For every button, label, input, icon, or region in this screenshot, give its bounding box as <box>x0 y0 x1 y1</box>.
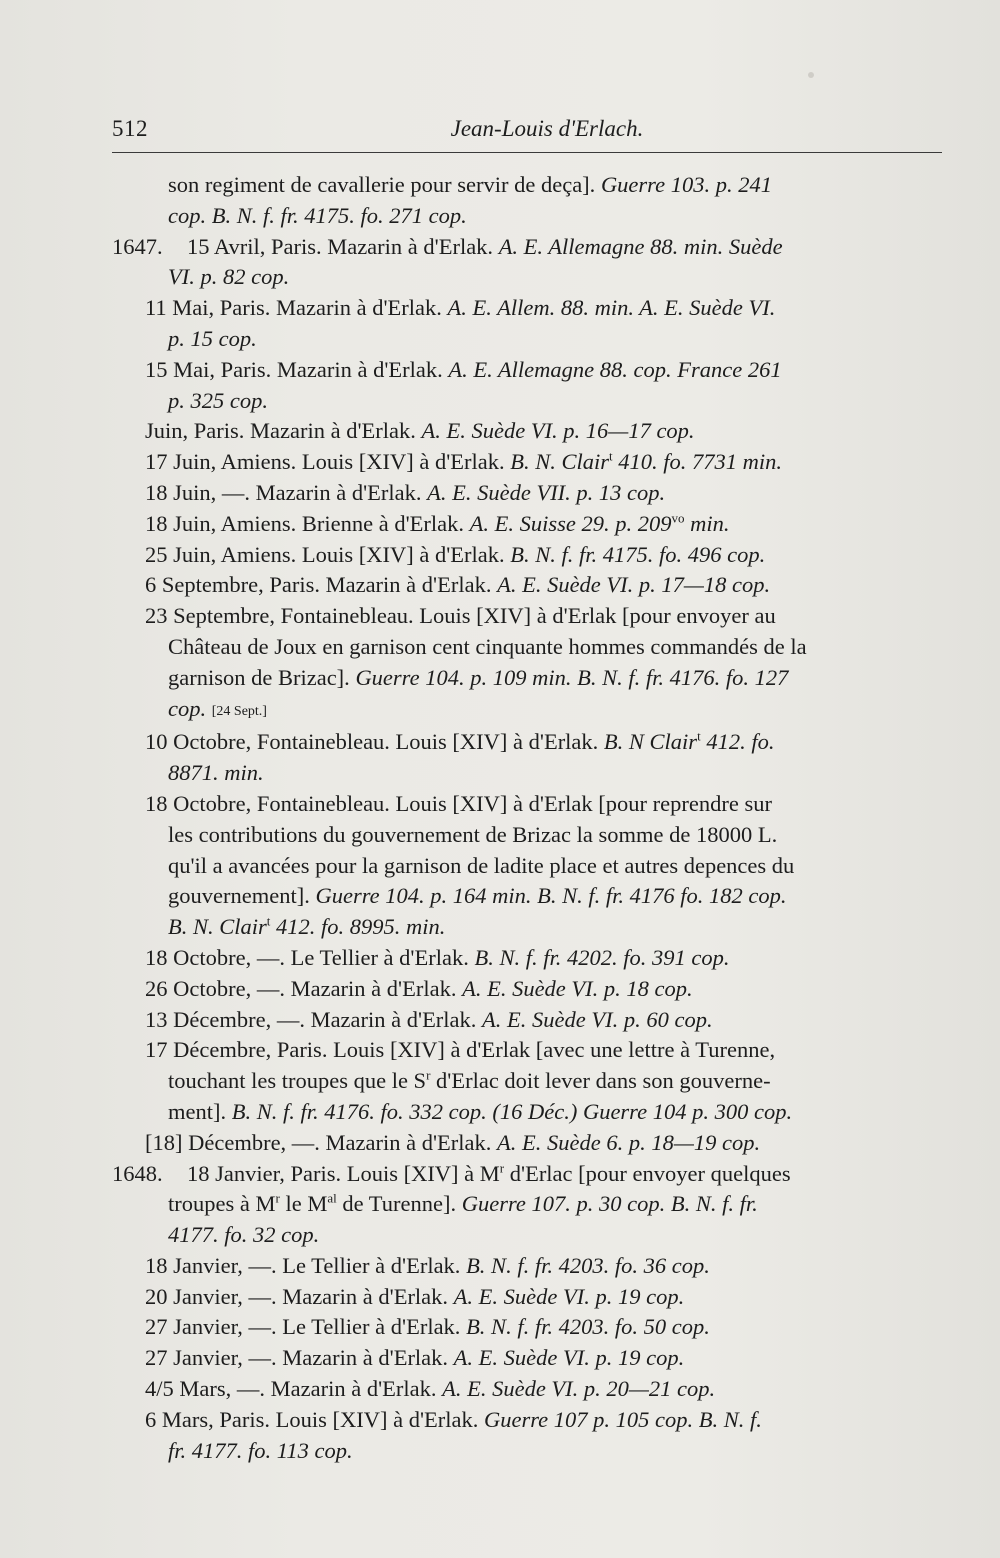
entry-line <box>112 943 950 974</box>
entry-line <box>112 974 950 1005</box>
entry-text: le M <box>279 1191 328 1217</box>
continuation-line <box>112 1189 950 1220</box>
entry-text: 11 Mai, Paris. Mazarin à d'Erlak. <box>145 295 448 321</box>
entry-text: 25 Juin, Amiens. Louis [XIV] à d'Erlak. <box>145 541 511 567</box>
entry-line <box>112 1159 950 1190</box>
citation-text: A. E. Suède VI. p. 60 cop. <box>482 1006 713 1032</box>
entry-text: troupes à M <box>168 1191 276 1217</box>
entry-text: garnison de Brizac]. <box>168 664 356 690</box>
citation-text: A. E. Suède VI. p. 20—21 cop. <box>442 1376 716 1402</box>
entry-line <box>112 355 950 386</box>
continuation-line <box>112 1066 950 1097</box>
citation-text: Guerre 103. p. 241 <box>600 172 772 197</box>
entry-text: 27 Janvier, —. Le Tellier à d'Erlak. <box>145 1314 467 1340</box>
entry-text: Juin, Paris. Mazarin à d'Erlak. <box>145 418 422 444</box>
continuation-line <box>112 1436 950 1467</box>
superscript: t <box>697 728 701 744</box>
continuation-line <box>112 262 950 293</box>
entry-text: gouvernement]. <box>168 883 316 909</box>
citation-text: B. N Clair <box>603 729 698 755</box>
year-marker: 1648. <box>112 1160 163 1186</box>
entry-line <box>112 540 950 571</box>
entry-text: touchant les troupes que le S <box>168 1068 427 1094</box>
entry-text: 13 Décembre, —. Mazarin à d'Erlak. <box>145 1006 483 1032</box>
superscript: r <box>426 1067 431 1083</box>
entry-text: 18 Janvier, —. Le Tellier à d'Erlak. <box>145 1252 467 1278</box>
entry-text: 18 Juin, —. Mazarin à d'Erlak. <box>145 479 428 505</box>
entry-text: 4/5 Mars, —. Mazarin à d'Erlak. <box>145 1376 443 1402</box>
entry-text: d'Erlac [pour envoyer quelques <box>504 1160 791 1186</box>
citation-text: A. E. Allem. 88. min. A. E. Suède VI. <box>447 295 776 321</box>
entry-line <box>112 1343 950 1374</box>
entry-line <box>112 1128 950 1159</box>
citation-text: 412. fo. 8995. min. <box>270 914 446 940</box>
entry-text: 17 Décembre, Paris. Louis [XIV] à d'Erlak [avec une lettre à Turenne, <box>145 1037 776 1063</box>
citation-text: A. E. Allemagne 88. min. Suède <box>498 233 783 259</box>
continuation-line <box>112 881 950 912</box>
continuation-line <box>112 694 950 728</box>
citation-text: Guerre 107 p. 105 cop. B. N. f. <box>483 1406 762 1432</box>
citation-text: B. N. f. fr. 4175. fo. 496 cop. <box>510 541 766 567</box>
superscript: r <box>275 1190 280 1206</box>
entry-line <box>112 293 950 324</box>
entry-text: Château de Joux en garnison cent cinquante hommes commandés de la <box>168 633 807 659</box>
citation-text: A. E. Suède 6. p. 18—19 cop. <box>497 1129 761 1155</box>
citation-text: A. E. Suède VI. p. 19 cop. <box>453 1345 685 1371</box>
continuation-line <box>112 1220 950 1251</box>
citation-text: cop. <box>168 695 212 721</box>
entry-line <box>112 570 950 601</box>
entry-text: ment]. <box>168 1098 232 1124</box>
superscript: vo <box>671 510 685 526</box>
citation-text: A. E. Suède VI. p. 18 cop. <box>462 975 693 1001</box>
entry-line <box>112 1405 950 1436</box>
entry-text: 10 Octobre, Fontainebleau. Louis [XIV] à d'Erlak. <box>145 729 604 755</box>
entry-text: 15 Mai, Paris. Mazarin à d'Erlak. <box>145 356 449 382</box>
citation-text: 410. fo. 7731 min. <box>612 449 783 475</box>
citation-text: A. E. Suède VII. p. 13 cop. <box>427 479 666 505</box>
citation-text: cop. B. N. f. fr. 4175. fo. 271 cop. <box>168 202 467 228</box>
citation-text: min. <box>684 510 730 536</box>
superscript: t <box>266 913 271 929</box>
entry-text: 15 Avril, Paris. Mazarin à d'Erlak. <box>187 233 499 259</box>
entry-line <box>112 1374 950 1405</box>
continuation-line <box>112 663 950 694</box>
continuation-line <box>112 324 950 355</box>
citation-text: fr. 4177. fo. 113 cop. <box>168 1437 353 1463</box>
entry-text: son regiment de cavallerie pour servir de deça]. <box>168 172 601 197</box>
entry-text: 18 Octobre, Fontainebleau. Louis [XIV] à d'Erlak [pour reprendre sur <box>145 790 772 816</box>
citation-text: 412. fo. <box>700 729 775 755</box>
page-number: 512 <box>112 116 148 141</box>
citation-text: B. N. Clair <box>510 449 610 475</box>
continuation-line <box>112 386 950 417</box>
citation-text: 4177. fo. 32 cop. <box>168 1222 320 1248</box>
entry-line <box>112 1035 950 1066</box>
entry-line <box>112 232 950 263</box>
entry-line <box>112 1005 950 1036</box>
entry-line <box>112 727 950 758</box>
paper-spot <box>808 72 814 78</box>
date-note: [24 Sept.] <box>211 703 267 719</box>
entry-text: 27 Janvier, —. Mazarin à d'Erlak. <box>145 1345 454 1371</box>
entry-text: de Turenne]. <box>336 1191 462 1217</box>
citation-text: p. 15 cop. <box>168 325 257 351</box>
entry-text: 20 Janvier, —. Mazarin à d'Erlak. <box>145 1283 454 1309</box>
superscript: t <box>609 448 613 464</box>
citation-text: Guerre 107. p. 30 cop. B. N. f. fr. <box>461 1191 758 1217</box>
continuation-line <box>112 201 950 232</box>
entry-line <box>112 416 950 447</box>
entry-text: les contributions du gouvernement de Brizac la somme de 18000 L. <box>168 821 778 847</box>
entry-text: 26 Octobre, —. Mazarin à d'Erlak. <box>145 975 463 1001</box>
citation-text: A. E. Suisse 29. p. 209 <box>469 510 672 536</box>
citation-text: VI. p. 82 cop. <box>168 264 290 290</box>
entry-text: 23 Septembre, Fontainebleau. Louis [XIV] à d'Erlak [pour envoyer au <box>145 603 776 629</box>
citation-text: Guerre 104. p. 164 min. B. N. f. fr. 4176 fo. 182 cop. <box>315 883 787 909</box>
running-title: Jean-Louis d'Erlach. <box>450 116 644 141</box>
continuation-line <box>112 912 950 943</box>
entry-text: d'Erlac doit lever dans son gouverne- <box>430 1068 771 1094</box>
entry-text: 18 Juin, Amiens. Brienne à d'Erlak. <box>145 510 470 536</box>
entry-line <box>112 447 950 478</box>
entry-line <box>112 509 950 540</box>
header-rule <box>112 152 942 153</box>
entry-line <box>112 1251 950 1282</box>
citation-text: B. N. f. fr. 4202. fo. 391 cop. <box>474 944 730 970</box>
citation-text: A. E. Suède VI. p. 17—18 cop. <box>497 572 771 598</box>
page-header <box>112 108 942 148</box>
continuation-line <box>112 632 950 663</box>
continuation-line <box>112 758 950 789</box>
text-body <box>112 170 950 1466</box>
citation-text: B. N. f. fr. 4203. fo. 36 cop. <box>466 1252 710 1278</box>
entry-line <box>112 1282 950 1313</box>
continuation-line <box>112 820 950 851</box>
entry-line <box>112 1312 950 1343</box>
citation-text: A. E. Allemagne 88. cop. France 261 <box>448 356 782 382</box>
continuation-line <box>112 1097 950 1128</box>
citation-text: A. E. Suède VI. p. 16—17 cop. <box>421 418 695 444</box>
citation-text: A. E. Suède VI. p. 19 cop. <box>453 1283 685 1309</box>
citation-text: Guerre 104. p. 109 min. B. N. f. fr. 4176. fo. 127 <box>355 664 789 690</box>
entry-text: 17 Juin, Amiens. Louis [XIV] à d'Erlak. <box>145 449 511 475</box>
citation-text: B. N. f. fr. 4176. fo. 332 cop. (16 Déc.) Guerre 104 p. 300 cop. <box>231 1098 793 1124</box>
entry-text: qu'il a avancées pour la garnison de ladite place et autres depences du <box>168 852 795 878</box>
entry-line <box>112 478 950 509</box>
entry-text: 18 Octobre, —. Le Tellier à d'Erlak. <box>145 944 475 970</box>
superscript: r <box>499 1160 505 1175</box>
superscript: al <box>327 1190 337 1206</box>
entry-line <box>112 601 950 632</box>
citation-text: B. N. Clair <box>168 914 267 940</box>
entry-text: 18 Janvier, Paris. Louis [XIV] à M <box>187 1160 500 1186</box>
entry-text: 6 Mars, Paris. Louis [XIV] à d'Erlak. <box>145 1406 484 1432</box>
continuation-line <box>112 851 950 882</box>
entry-text: [18] Décembre, —. Mazarin à d'Erlak. <box>145 1129 498 1155</box>
citation-text: B. N. f. fr. 4203. fo. 50 cop. <box>466 1314 710 1340</box>
continuation-line <box>112 170 950 201</box>
citation-text: 8871. min. <box>168 760 264 786</box>
citation-text: p. 325 cop. <box>168 387 268 413</box>
year-marker: 1647. <box>112 233 163 259</box>
entry-line <box>112 789 950 820</box>
entry-text: 6 Septembre, Paris. Mazarin à d'Erlak. <box>145 572 498 598</box>
